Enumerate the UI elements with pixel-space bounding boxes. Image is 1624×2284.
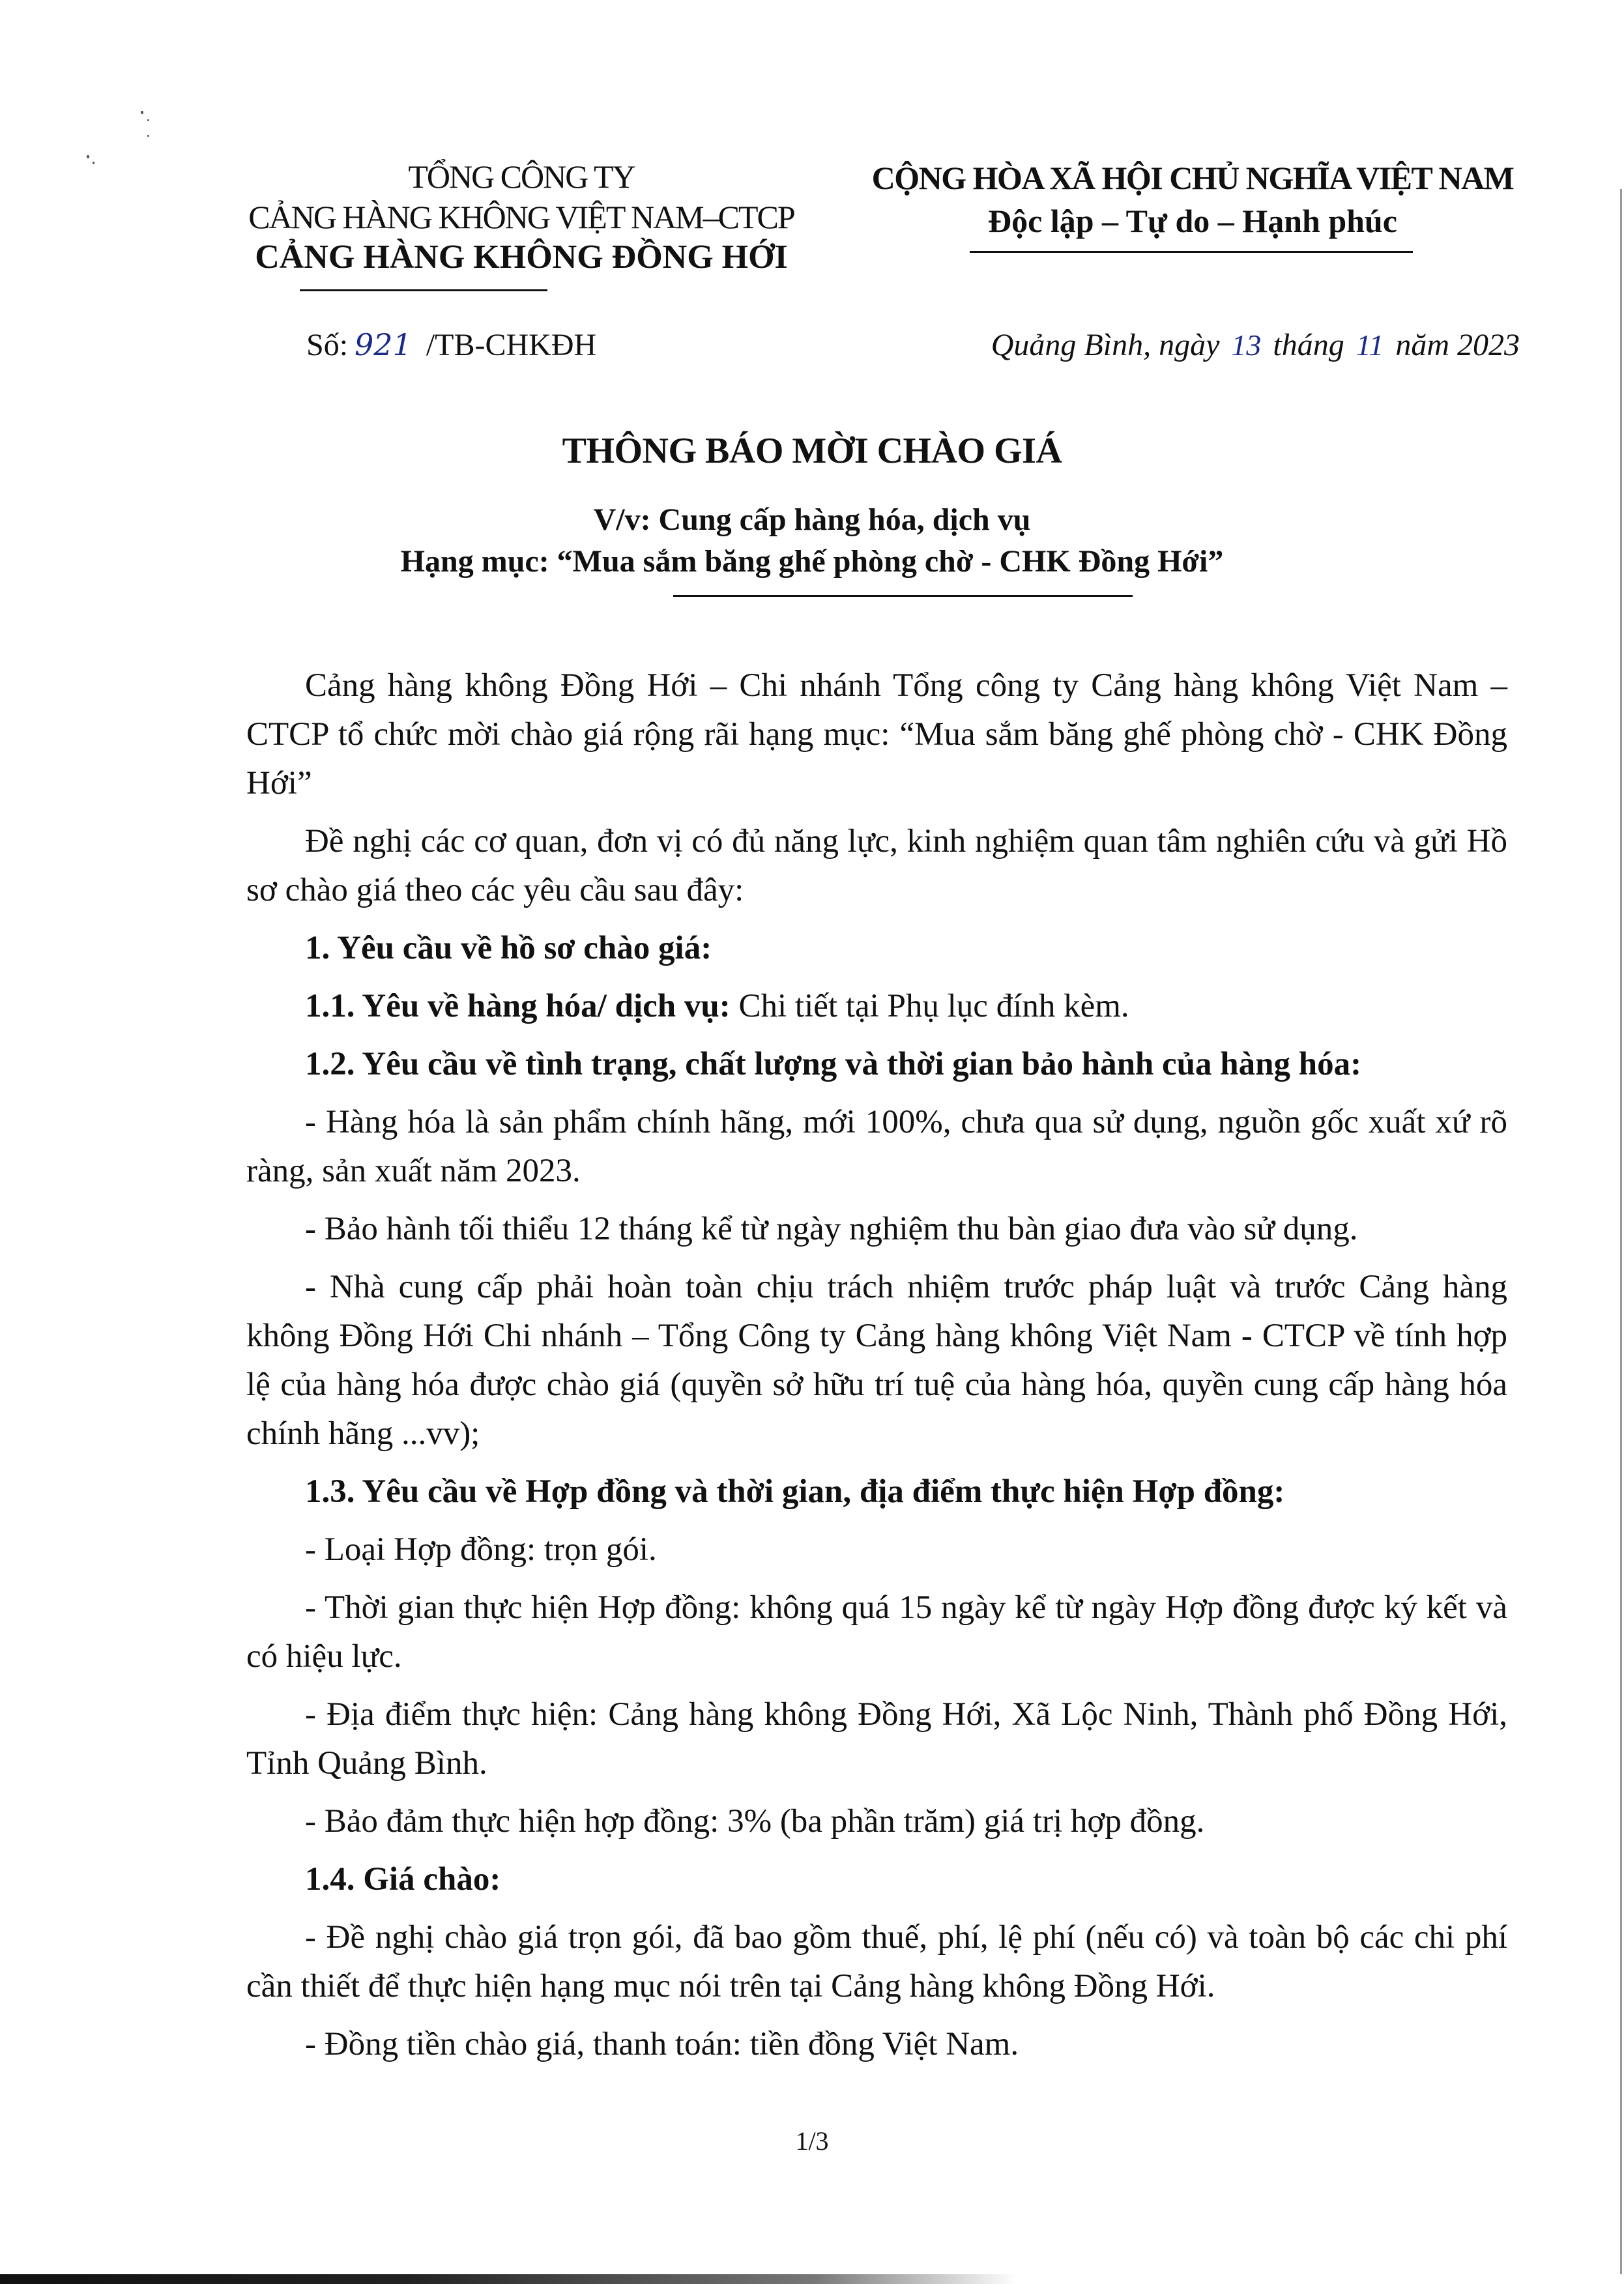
section-1-1-text: Chi tiết tại Phụ lục đính kèm. xyxy=(730,988,1129,1024)
section-1-2-item: - Hàng hóa là sản phẩm chính hãng, mới 100%, chưa qua sử dụng, nguồn gốc xuất xứ rõ ràng, sản xuất năm 2023. xyxy=(246,1104,1507,1189)
document-reference xyxy=(306,327,596,363)
reference-suffix: /TB-CHKĐH xyxy=(426,328,597,362)
national-title: CỘNG HÒA XÃ HỘI CHỦ NGHĨA VIỆT NAM xyxy=(871,160,1514,196)
section-1-4-item: - Đề nghị chào giá trọn gói, đã bao gồm thuế, phí, lệ phí (nếu có) và toàn bộ các chi phí cần thiết để thực hiện hạng mục nói trên tại Cảng hàng không Đồng Hới. xyxy=(246,1919,1507,2004)
section-1-1 xyxy=(246,982,1507,1031)
scan-speck xyxy=(141,111,143,114)
day-handwritten: 13 xyxy=(1231,328,1262,362)
issuer-underline xyxy=(300,289,547,291)
place-date-part1: Quảng Bình, ngày xyxy=(991,328,1220,362)
document-subject xyxy=(0,499,1624,583)
section-1-2-item: - Nhà cung cấp phải hoàn toàn chịu trách nhiệm trước pháp luật và trước Cảng hàng không Đồng Hới Chi nhánh – Tổng Công ty Cảng hàng không Việt Nam - CTCP về tính hợp lệ của hàng hóa được chào giá (quyền sở hữu trí tuệ của hàng hóa, quyền cung cấp hàng hóa chính hãng ...vv); xyxy=(246,1269,1507,1452)
request-paragraph: Đề nghị các cơ quan, đơn vị có đủ năng lực, kinh nghiệm quan tâm nghiên cứu và gửi Hồ sơ chào giá theo các yêu cầu sau đây: xyxy=(246,823,1507,908)
place-date xyxy=(991,327,1520,363)
national-header xyxy=(841,156,1544,242)
document-title: THÔNG BÁO MỜI CHÀO GIÁ xyxy=(562,431,1062,471)
national-motto: Độc lập – Tự do – Hạnh phúc xyxy=(988,203,1397,239)
scan-edge-right xyxy=(1620,189,1622,2274)
section-1-3-heading: 1.3. Yêu cầu về Hợp đồng và thời gian, địa điểm thực hiện Hợp đồng: xyxy=(305,1473,1285,1510)
scan-speck xyxy=(147,119,149,121)
subject-line1: V/v: Cung cấp hàng hóa, dịch vụ xyxy=(593,502,1031,537)
issuer-parent-line1: TỔNG CÔNG TY xyxy=(408,158,635,195)
section-1-2-heading: 1.2. Yêu cầu về tình trạng, chất lượng và thời gian bảo hành của hàng hóa: xyxy=(305,1046,1362,1082)
section-1-4-heading: 1.4. Giá chào: xyxy=(305,1861,501,1898)
document-body xyxy=(246,661,1507,2069)
subject-line2: Hạng mục: “Mua sắm băng ghế phòng chờ - CHK Đồng Hới” xyxy=(400,544,1224,579)
place-date-part3: năm 2023 xyxy=(1395,328,1520,362)
scan-speck xyxy=(87,155,89,158)
issuer-parent-line2: CẢNG HÀNG KHÔNG VIỆT NAM–CTCP xyxy=(248,199,794,235)
scan-edge-bottom xyxy=(0,2274,1017,2284)
section-1-2-item: - Bảo hành tối thiểu 12 tháng kể từ ngày nghiệm thu bàn giao đưa vào sử dụng. xyxy=(305,1211,1358,1247)
section-1-1-heading: 1.1. Yêu về hàng hóa/ dịch vụ: xyxy=(305,988,731,1024)
section-1-3-item: - Địa điểm thực hiện: Cảng hàng không Đồng Hới, Xã Lộc Ninh, Thành phố Đồng Hới, Tỉnh Quảng Bình. xyxy=(246,1696,1507,1782)
reference-prefix: Số: xyxy=(306,328,349,362)
section-1-3-item: - Bảo đảm thực hiện hợp đồng: 3% (ba phần trăm) giá trị hợp đồng. xyxy=(305,1803,1205,1840)
section-1-3-item: - Thời gian thực hiện Hợp đồng: không quá 15 ngày kể từ ngày Hợp đồng được ký kết và có hiệu lực. xyxy=(246,1589,1507,1675)
subject-underline xyxy=(673,595,1133,597)
issuer-header xyxy=(196,156,847,278)
month-handwritten: 11 xyxy=(1356,328,1384,362)
section-1-3-item: - Loại Hợp đồng: trọn gói. xyxy=(305,1531,657,1568)
issuer-name: CẢNG HÀNG KHÔNG ĐỒNG HỚI xyxy=(255,239,788,276)
section-1-4-item: - Đồng tiền chào giá, thanh toán: tiền đồng Việt Nam. xyxy=(305,2026,1019,2062)
motto-underline xyxy=(970,251,1413,253)
scan-speck xyxy=(147,135,149,137)
scan-speck xyxy=(93,162,94,164)
reference-number-handwritten: 921 xyxy=(355,327,412,362)
intro-paragraph: Cảng hàng không Đồng Hới – Chi nhánh Tổng công ty Cảng hàng không Việt Nam – CTCP tổ chức mời chào giá rộng rãi hạng mục: “Mua sắm băng ghế phòng chờ - CHK Đồng Hới” xyxy=(246,667,1507,802)
page-number: 1/3 xyxy=(795,2126,829,2156)
section-1-heading: 1. Yêu cầu về hồ sơ chào giá: xyxy=(305,930,712,966)
place-date-part2: tháng xyxy=(1273,328,1344,362)
